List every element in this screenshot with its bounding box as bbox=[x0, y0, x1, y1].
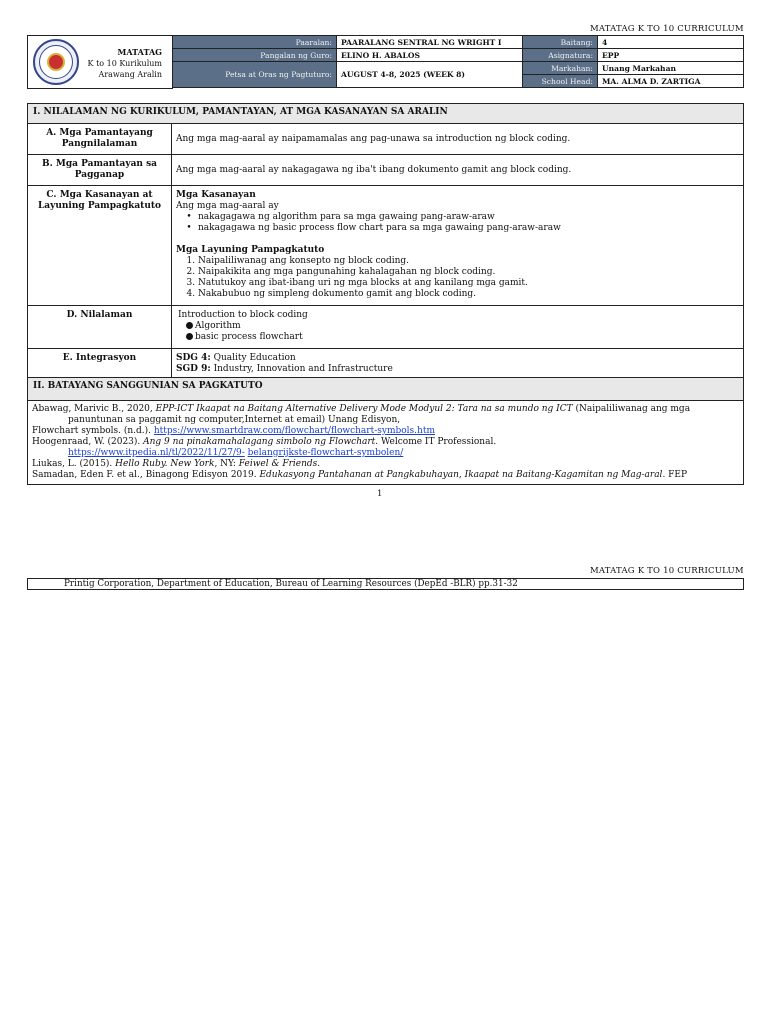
baitang-value: 4 bbox=[598, 36, 744, 49]
reference-item-continued: panuntunan sa paggamit ng computer,Internet at email) Unang Edisyon, bbox=[68, 415, 401, 425]
reference-item: Samadan, Eden F. et al., Binagong Edisyon 2019. Edukasyong Pantahanan at Pangkabuhayan, Ikaapat na Baitang-Kagamitan ng Mag-aral. FEP bbox=[32, 470, 688, 480]
list-item: 4. Nakabubuo ng simpleng dokumento gamit ang block coding. bbox=[198, 289, 739, 300]
sdg9-text: Industry, Innovation and Infrastructure bbox=[210, 364, 393, 374]
reference-continuation: Printig Corporation, Department of Education, Bureau of Learning Resources (DepEd -BLR) pp.31-32 bbox=[27, 578, 744, 590]
reference-item: Abawag, Marivic B., 2020, EPP-ICT Ikaapat na Baitang Alternative Delivery Mode Modyul 2: Tara na sa mundo ng ICT (Naipaliliwanag ang mga bbox=[32, 404, 691, 414]
sdg4-text: Quality Education bbox=[210, 353, 296, 363]
school-head-value: MA. ALMA D. ZARTIGA bbox=[598, 75, 744, 88]
curriculum-header-page2: MATATAG K TO 10 CURRICULUM bbox=[590, 566, 744, 576]
reference-item: Flowchart symbols. (n.d.). https://www.smartdraw.com/flowchart/flowchart-symbols.htm bbox=[32, 426, 435, 436]
sdg4-code: SDG 4: bbox=[176, 353, 211, 363]
markahan-value: Unang Markahan bbox=[598, 62, 744, 75]
reference-item-continued bbox=[32, 448, 739, 459]
paaralan-value: PAARALANG SENTRAL NG WRIGHT I bbox=[337, 36, 523, 49]
brand-line3: Arawang Aralin bbox=[98, 70, 162, 79]
row-c-content bbox=[172, 186, 744, 306]
row-b-label: B. Mga Pamantayan sa Pagganap bbox=[28, 155, 172, 186]
nilalaman-item: basic process flowchart bbox=[195, 332, 303, 342]
list-item bbox=[178, 321, 739, 332]
brand-line2: K to 10 Kurikulum bbox=[87, 59, 162, 68]
guro-label: Pangalan ng Guro: bbox=[173, 49, 337, 62]
kasanayan-title: Mga Kasanayan bbox=[176, 190, 256, 200]
nilalaman-item: Algorithm bbox=[195, 321, 241, 331]
itpedia-link-continued[interactable]: belangrijkste-flowchart-symbolen/ bbox=[247, 448, 404, 458]
row-b-text: Ang mga mag-aaral ay nakagagawa ng iba't ibang dokumento gamit ang block coding. bbox=[172, 155, 744, 186]
reference-item: Hoogenraad, W. (2023). Ang 9 na pinakamahalagang simbolo ng Flowchart. Welcome IT Professional. bbox=[32, 437, 497, 447]
paaralan-label: Paaralan: bbox=[173, 36, 337, 49]
asignatura-value: EPP bbox=[598, 49, 744, 62]
page-number: 1 bbox=[377, 489, 383, 499]
itpedia-link[interactable]: https://www.itpedia.nl/tl/2022/11/27/9- bbox=[68, 448, 245, 458]
deped-seal-icon bbox=[33, 39, 79, 85]
brand-box bbox=[27, 35, 173, 89]
section-references-table bbox=[27, 377, 744, 485]
row-c-label: C. Mga Kasanayan at Layuning Pampagkatuto bbox=[28, 186, 172, 306]
guro-value: ELINO H. ABALOS bbox=[337, 49, 523, 62]
curriculum-header: MATATAG K TO 10 CURRICULUM bbox=[590, 24, 744, 34]
reference-item: Liukas, L. (2015). Hello Ruby. New York, NY: Feiwel & Friends. bbox=[32, 459, 321, 469]
layunin-list bbox=[176, 256, 739, 300]
smartdraw-link[interactable]: https://www.smartdraw.com/flowchart/flowchart-symbols.htm bbox=[153, 426, 435, 436]
list-item: 3. Natutukoy ang ibat-ibang uri ng mga blocks at ang kanilang mga gamit. bbox=[198, 278, 739, 289]
section2-title: II. BATAYANG SANGGUNIAN SA PAGKATUTO bbox=[28, 378, 744, 401]
list-item: • nakagagawa ng algorithm para sa mga gawaing pang-araw-araw bbox=[198, 212, 739, 223]
sdg9-code: SGD 9: bbox=[176, 364, 211, 374]
kasanayan-intro: Ang mga mag-aaral ay bbox=[176, 201, 279, 211]
list-item: 2. Naipakikita ang mga pangunahing kahalagahan ng block coding. bbox=[198, 267, 739, 278]
row-e-content bbox=[172, 349, 744, 380]
petsa-label: Petsa at Oras ng Pagtuturo: bbox=[173, 62, 337, 88]
markahan-label: Markahan: bbox=[523, 62, 598, 75]
row-a-text: Ang mga mag-aaral ay naipamamalas ang pag-unawa sa introduction ng block coding. bbox=[172, 124, 744, 155]
row-d-label: D. Nilalaman bbox=[28, 306, 172, 349]
bullet-dot-icon bbox=[186, 333, 193, 340]
bullet-dot-icon bbox=[186, 322, 193, 329]
layunin-title: Mga Layuning Pampagkatuto bbox=[176, 245, 325, 255]
brand-line1: MATATAG bbox=[117, 47, 162, 57]
list-item: 1. Naipaliliwanag ang konsepto ng block coding. bbox=[198, 256, 739, 267]
references-content bbox=[28, 401, 744, 485]
row-a-label: A. Mga Pamantayang Pangnilalaman bbox=[28, 124, 172, 155]
brand-text bbox=[88, 47, 162, 80]
kasanayan-list bbox=[176, 212, 739, 234]
baitang-label: Baitang: bbox=[523, 36, 598, 49]
asignatura-label: Asignatura: bbox=[523, 49, 598, 62]
section-curriculum-table bbox=[27, 103, 744, 380]
nilalaman-intro: Introduction to block coding bbox=[178, 310, 308, 320]
row-e-label: E. Integrasyon bbox=[28, 349, 172, 380]
row-d-content bbox=[172, 306, 744, 349]
list-item: • nakagagawa ng basic process flow chart para sa mga gawaing pang-araw-araw bbox=[198, 223, 739, 234]
section1-title: I. NILALAMAN NG KURIKULUM, PAMANTAYAN, AT MGA KASANAYAN SA ARALIN bbox=[28, 104, 744, 124]
list-item bbox=[178, 332, 739, 343]
lesson-info-table bbox=[172, 35, 744, 88]
petsa-value: AUGUST 4-8, 2025 (WEEK 8) bbox=[337, 62, 523, 88]
school-head-label: School Head: bbox=[523, 75, 598, 88]
